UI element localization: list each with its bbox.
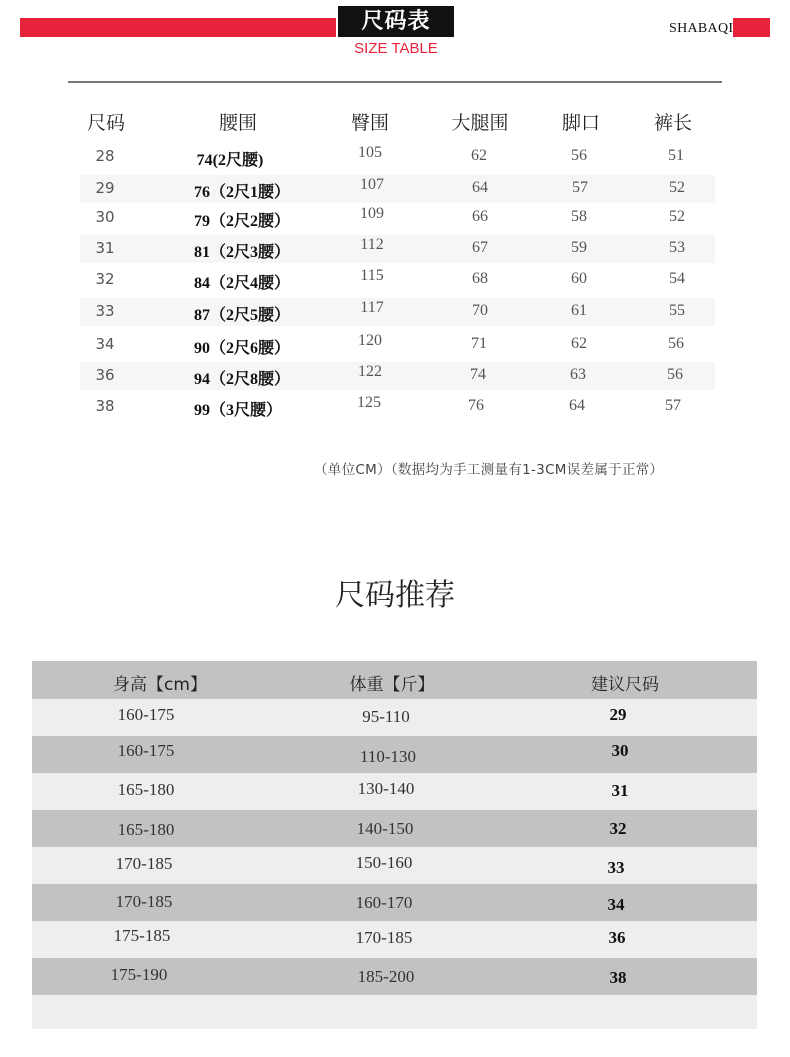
- cell-hip: 107: [360, 176, 384, 193]
- cell-thigh: 62: [471, 147, 487, 164]
- cell-weight: 160-170: [355, 893, 413, 912]
- table-row: [80, 393, 715, 421]
- cell-hip: 115: [360, 267, 384, 284]
- cell-thigh: 66: [472, 208, 488, 225]
- cell-height: 165-180: [117, 820, 175, 839]
- cell-waist: 81（2尺3腰）: [193, 244, 291, 261]
- table-row: [32, 699, 757, 736]
- header-divider: [68, 81, 722, 83]
- cell-hem: 61: [571, 302, 587, 319]
- col-waist: 腰围: [218, 112, 258, 134]
- cell-size: 34: [607, 895, 625, 914]
- cell-waist: 99（3尺腰）: [193, 402, 283, 419]
- cell-hem: 57: [572, 179, 588, 196]
- table-row: [80, 235, 715, 263]
- cell-height: 160-175: [117, 705, 175, 724]
- size-table-header: [0, 108, 790, 136]
- cell-hem: 62: [571, 335, 587, 352]
- col-hip: 臀围: [350, 112, 390, 134]
- cell-thigh: 70: [472, 302, 488, 319]
- cell-thigh: 71: [471, 335, 487, 352]
- col-hem: 脚口: [561, 112, 601, 134]
- table-row: [80, 175, 715, 203]
- table-row: [32, 773, 757, 810]
- cell-hem: 56: [571, 147, 587, 164]
- cell-length: 54: [669, 270, 685, 287]
- cell-length: 55: [669, 302, 685, 319]
- cell-height: 165-180: [117, 780, 175, 799]
- cell-length: 53: [669, 239, 685, 256]
- table-row: [32, 884, 757, 921]
- table-row: [32, 810, 757, 847]
- cell-weight: 140-150: [356, 819, 414, 838]
- cell-height: 170-185: [115, 892, 173, 911]
- cell-weight: 185-200: [357, 967, 415, 986]
- cell-size: 36: [95, 366, 115, 384]
- cell-waist: 74(2尺腰): [196, 152, 264, 169]
- page-subtitle: SIZE TABLE: [354, 40, 438, 57]
- cell-size: 28: [95, 147, 115, 165]
- table-row: [80, 362, 715, 390]
- cell-length: 56: [668, 335, 684, 352]
- cell-thigh: 76: [468, 397, 484, 414]
- cell-waist: 76（2尺1腰）: [193, 184, 291, 201]
- cell-hem: 60: [571, 270, 587, 287]
- cell-thigh: 74: [470, 366, 486, 383]
- cell-thigh: 67: [472, 239, 488, 256]
- cell-hem: 63: [570, 366, 586, 383]
- cell-waist: 84（2尺4腰）: [193, 275, 291, 292]
- cell-size: 36: [608, 928, 626, 947]
- unit-note: （单位CM）（数据均为手工测量有1-3CM误差属于正常）: [314, 462, 664, 478]
- cell-size: 29: [609, 705, 627, 724]
- cell-size: 29: [95, 179, 115, 197]
- cell-size: 33: [95, 302, 115, 320]
- table-row: [80, 298, 715, 326]
- cell-weight: 130-140: [357, 779, 415, 798]
- cell-length: 52: [669, 179, 685, 196]
- cell-thigh: 64: [472, 179, 488, 196]
- table-row: [80, 204, 715, 232]
- cell-height: 175-190: [110, 965, 168, 984]
- cell-hem: 59: [571, 239, 587, 256]
- col-height: 身高【cm】: [113, 675, 207, 695]
- cell-size: 30: [611, 741, 629, 760]
- cell-size: 30: [95, 208, 115, 226]
- table-row: [80, 331, 715, 359]
- header-bar-right: [733, 18, 770, 37]
- cell-waist: 87（2尺5腰）: [193, 307, 291, 324]
- cell-height: 160-175: [117, 741, 175, 760]
- cell-hem: 64: [569, 397, 585, 414]
- cell-length: 51: [668, 147, 684, 164]
- cell-length: 52: [669, 208, 685, 225]
- page-title: 尺码表: [338, 6, 454, 37]
- cell-length: 56: [667, 366, 683, 383]
- table-row-empty: [32, 995, 757, 1029]
- table-row: [32, 921, 757, 958]
- col-length: 裤长: [653, 112, 693, 134]
- cell-thigh: 68: [472, 270, 488, 287]
- table-row: [32, 736, 757, 773]
- cell-size: 32: [95, 270, 115, 288]
- brand-label: SHABAQI: [669, 21, 734, 36]
- recommend-table-header: [32, 661, 757, 699]
- cell-hip: 105: [358, 144, 382, 161]
- cell-hip: 109: [360, 205, 384, 222]
- cell-hip: 120: [358, 332, 382, 349]
- cell-hip: 122: [358, 363, 382, 380]
- table-row: [80, 143, 715, 171]
- header-bar-left: [20, 18, 336, 37]
- cell-length: 57: [665, 397, 681, 414]
- cell-size: 34: [95, 335, 115, 353]
- cell-size: 31: [611, 781, 629, 800]
- table-row: [32, 958, 757, 995]
- cell-height: 175-185: [113, 926, 171, 945]
- recommend-title: 尺码推荐: [335, 578, 455, 613]
- cell-waist: 94（2尺8腰）: [193, 371, 291, 388]
- table-row: [32, 847, 757, 884]
- cell-weight: 150-160: [355, 853, 413, 872]
- col-recommended-size: 建议尺码: [591, 675, 659, 695]
- recommend-table: [32, 661, 757, 1029]
- table-row: [80, 266, 715, 294]
- cell-weight: 95-110: [362, 707, 410, 726]
- cell-hip: 117: [360, 299, 384, 316]
- col-thigh: 大腿围: [451, 112, 509, 134]
- cell-size: 38: [609, 968, 627, 987]
- col-size: 尺码: [86, 112, 126, 134]
- cell-weight: 110-130: [359, 747, 417, 766]
- cell-hem: 58: [571, 208, 587, 225]
- cell-size: 31: [95, 239, 115, 257]
- cell-weight: 170-185: [355, 928, 413, 947]
- cell-waist: 90（2尺6腰）: [193, 340, 291, 357]
- cell-size: 33: [607, 858, 625, 877]
- cell-height: 170-185: [115, 854, 173, 873]
- cell-hip: 112: [360, 236, 384, 253]
- cell-size: 32: [609, 819, 627, 838]
- col-weight: 体重【斤】: [349, 675, 435, 695]
- cell-size: 38: [95, 397, 115, 415]
- cell-waist: 79（2尺2腰）: [193, 213, 291, 230]
- cell-hip: 125: [357, 394, 381, 411]
